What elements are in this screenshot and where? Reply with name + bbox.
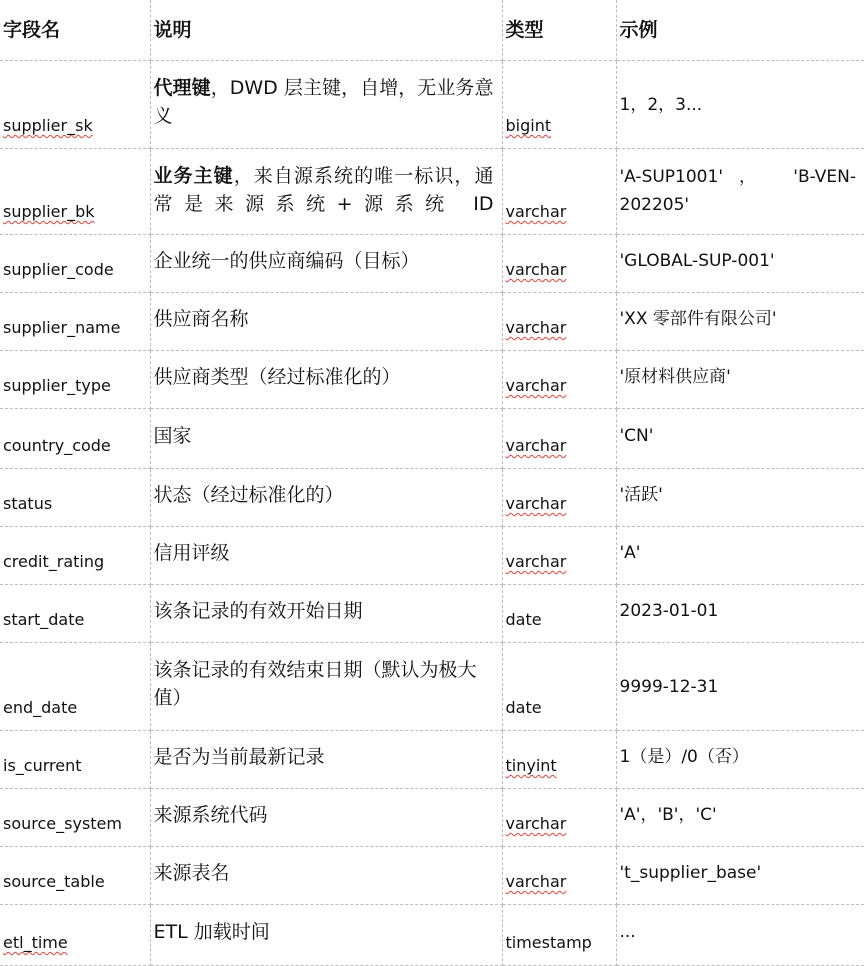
- field-name-cell: [0, 585, 150, 643]
- description-cell: [150, 409, 502, 469]
- example-value: '活跃': [619, 484, 663, 505]
- description-cell: [150, 527, 502, 585]
- type-cell: [502, 905, 616, 966]
- table-row: [0, 643, 864, 731]
- table-body: [0, 61, 864, 966]
- type-value: varchar: [505, 872, 567, 891]
- example-cell: [616, 409, 864, 469]
- description-cell: [150, 61, 502, 149]
- example-value: 'A'，'B'，'C': [619, 804, 717, 825]
- field-name-cell: [0, 527, 150, 585]
- type-value: varchar: [505, 814, 567, 833]
- field-name-cell: [0, 61, 150, 149]
- table-row: [0, 527, 864, 585]
- table-row: [0, 847, 864, 905]
- description-cell: [150, 789, 502, 847]
- description-cell: [150, 149, 502, 235]
- field-name: country_code: [3, 436, 111, 455]
- header-row: [0, 0, 864, 61]
- field-name: etl_time: [3, 933, 68, 952]
- description-text: 该条记录的有效结束日期（默认为极大值）: [153, 659, 477, 709]
- field-name: supplier_type: [3, 376, 111, 395]
- table-row: [0, 905, 864, 966]
- description-text: 供应商名称: [153, 307, 249, 330]
- field-name-cell: [0, 847, 150, 905]
- type-value: varchar: [505, 260, 567, 279]
- description-text: ，DWD 层主键，自增，无业务意义: [153, 77, 494, 127]
- description-cell: [150, 351, 502, 409]
- field-name: start_date: [3, 610, 85, 629]
- type-cell: [502, 409, 616, 469]
- description-cell: [150, 643, 502, 731]
- description-cell: [150, 731, 502, 789]
- field-name-cell: [0, 149, 150, 235]
- field-name: is_current: [3, 756, 82, 775]
- example-cell: [616, 731, 864, 789]
- example-value: 9999-12-31: [619, 676, 719, 697]
- example-value: 2023-01-01: [619, 600, 719, 621]
- type-value: tinyint: [505, 756, 557, 775]
- example-cell: [616, 149, 864, 235]
- table-row: [0, 351, 864, 409]
- type-value: varchar: [505, 494, 567, 513]
- description-keyword: 业务主键: [153, 165, 234, 187]
- description-cell: [150, 469, 502, 527]
- description-text: 状态（经过标准化的）: [153, 483, 344, 506]
- field-name-cell: [0, 905, 150, 966]
- type-value: varchar: [505, 376, 567, 395]
- description-text: 来源表名: [153, 861, 230, 884]
- type-cell: [502, 235, 616, 293]
- table-row: [0, 585, 864, 643]
- type-value: varchar: [505, 436, 567, 455]
- type-value: varchar: [505, 318, 567, 337]
- type-cell: [502, 585, 616, 643]
- example-cell: [616, 351, 864, 409]
- example-value: 'A-SUP1001'， 'B-VEN-202205': [619, 167, 856, 215]
- field-name: supplier_code: [3, 260, 114, 279]
- description-text: 该条记录的有效开始日期: [153, 599, 363, 622]
- table-row: [0, 469, 864, 527]
- type-cell: [502, 789, 616, 847]
- example-value: 'A': [619, 542, 641, 563]
- example-value: 'GLOBAL-SUP-001': [619, 250, 775, 271]
- type-cell: [502, 293, 616, 351]
- example-cell: [616, 905, 864, 966]
- header-type: 类型: [502, 0, 616, 61]
- field-name-cell: [0, 409, 150, 469]
- field-name-cell: [0, 351, 150, 409]
- type-cell: [502, 731, 616, 789]
- example-cell: [616, 527, 864, 585]
- table-row: [0, 61, 864, 149]
- description-text: 信用评级: [153, 541, 230, 564]
- type-cell: [502, 847, 616, 905]
- field-name: end_date: [3, 698, 78, 717]
- description-cell: [150, 293, 502, 351]
- header-field-name: 字段名: [0, 0, 150, 61]
- field-name: source_table: [3, 872, 105, 891]
- field-name: credit_rating: [3, 552, 105, 571]
- example-cell: [616, 61, 864, 149]
- type-value: timestamp: [505, 933, 592, 952]
- field-name-cell: [0, 789, 150, 847]
- description-text: 来源系统代码: [153, 803, 268, 826]
- type-cell: [502, 351, 616, 409]
- description-text: 企业统一的供应商编码（目标）: [153, 249, 420, 272]
- field-name: supplier_name: [3, 318, 121, 337]
- type-value: bigint: [505, 116, 552, 135]
- example-cell: [616, 643, 864, 731]
- example-value: ...: [619, 922, 636, 942]
- description-text: ，来自源系统的唯一标识，通常是来源系统+源系统 ID: [153, 165, 494, 215]
- type-cell: [502, 643, 616, 731]
- field-name-cell: [0, 469, 150, 527]
- field-name: supplier_sk: [3, 116, 93, 135]
- description-text: 是否为当前最新记录: [153, 745, 325, 768]
- field-name: source_system: [3, 814, 122, 833]
- type-cell: [502, 527, 616, 585]
- example-cell: [616, 789, 864, 847]
- table-row: [0, 789, 864, 847]
- table-row: [0, 293, 864, 351]
- type-cell: [502, 149, 616, 235]
- header-description: 说明: [150, 0, 502, 61]
- example-value: 't_supplier_base': [619, 862, 762, 883]
- field-name: supplier_bk: [3, 202, 95, 221]
- description-cell: [150, 905, 502, 966]
- example-value: '原材料供应商': [619, 366, 731, 387]
- table-row: [0, 409, 864, 469]
- field-name: status: [3, 494, 53, 513]
- description-cell: [150, 585, 502, 643]
- header-example: 示例: [616, 0, 864, 61]
- type-value: varchar: [505, 552, 567, 571]
- example-cell: [616, 469, 864, 527]
- type-value: date: [505, 610, 542, 629]
- example-cell: [616, 293, 864, 351]
- example-value: 'XX 零部件有限公司': [619, 308, 777, 329]
- description-keyword: 代理键: [153, 77, 211, 99]
- field-name-cell: [0, 643, 150, 731]
- example-cell: [616, 585, 864, 643]
- type-cell: [502, 469, 616, 527]
- description-text: ETL 加载时间: [153, 921, 270, 943]
- example-cell: [616, 847, 864, 905]
- example-value: 1，2，3...: [619, 94, 703, 115]
- field-name-cell: [0, 293, 150, 351]
- table-row: [0, 149, 864, 235]
- example-value: 1（是）/0（否）: [619, 746, 749, 767]
- example-value: 'CN': [619, 425, 654, 446]
- description-cell: [150, 235, 502, 293]
- type-value: varchar: [505, 202, 567, 221]
- type-cell: [502, 61, 616, 149]
- field-name-cell: [0, 731, 150, 789]
- field-name-cell: [0, 235, 150, 293]
- description-text: 供应商类型（经过标准化的）: [153, 365, 401, 388]
- table-row: [0, 731, 864, 789]
- description-cell: [150, 847, 502, 905]
- type-value: date: [505, 698, 542, 717]
- description-text: 国家: [153, 424, 192, 447]
- example-cell: [616, 235, 864, 293]
- table-row: [0, 235, 864, 293]
